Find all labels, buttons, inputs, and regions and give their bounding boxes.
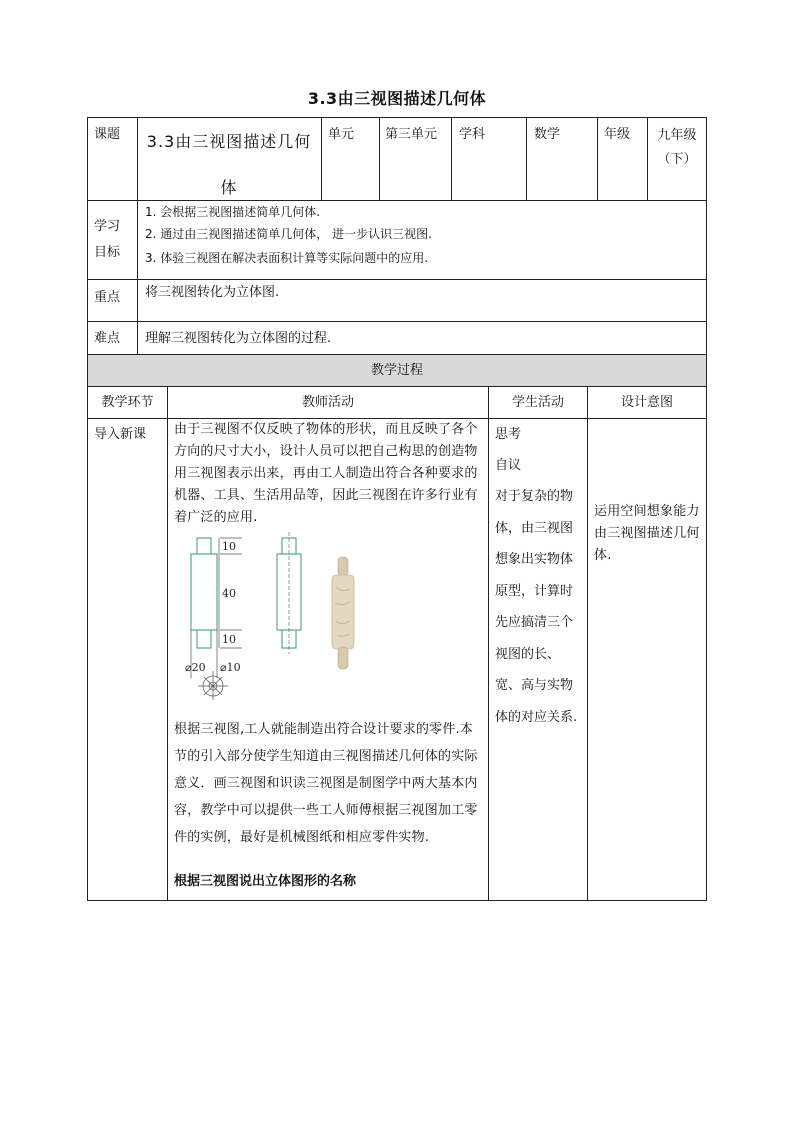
three-view-drawing bbox=[180, 528, 280, 706]
teacher-bold-prompt: 根据三视图说出立体图形的名称 bbox=[174, 874, 357, 889]
col-student: 学生活动 bbox=[511, 395, 564, 410]
difficulty-text: 理解三视图转化为立体图的过程. bbox=[145, 331, 332, 346]
subject-value: 数学 bbox=[534, 127, 561, 142]
dim-inner-dia: ⌀10 bbox=[220, 661, 241, 674]
key-point-label: 重点 bbox=[94, 290, 121, 305]
teacher-intro: 由于三视图不仅反映了物体的形状，而且反映了各个方向的尺寸大小，设计人员可以把自己构思的创造物用三视图表示出来，再由工人制造出符合各种要求的机器、工具、生活用品等，因此三视图在许多行业有着广泛的应用. bbox=[174, 422, 478, 525]
dim-top: 10 bbox=[222, 540, 236, 553]
dim-bottom: 10 bbox=[222, 633, 236, 646]
goals-label: 学习目标 bbox=[94, 219, 121, 260]
col-teacher: 教师活动 bbox=[301, 395, 354, 410]
topic-value: 3.3由三视图描述几何体 bbox=[146, 132, 312, 197]
goal-item-3: 3. 体验三视图在解决表面积计算等实际问题中的应用. bbox=[145, 251, 429, 265]
unit-label: 单元 bbox=[328, 127, 355, 142]
grade-value: 九年级（下） bbox=[657, 128, 697, 167]
student-discuss: 自议 bbox=[495, 458, 522, 473]
col-stage: 教学环节 bbox=[101, 395, 154, 410]
difficulty-label: 难点 bbox=[94, 331, 121, 346]
grade-label: 年级 bbox=[604, 127, 631, 142]
subject-label: 学科 bbox=[459, 127, 486, 142]
key-point-text: 将三视图转化为立体图. bbox=[145, 285, 280, 300]
col-design: 设计意图 bbox=[620, 395, 673, 410]
topic-label: 课题 bbox=[94, 127, 121, 142]
goal-item-1: 1. 会根据三视图描述简单几何体. bbox=[145, 205, 321, 219]
page-title: 3.3由三视图描述几何体 bbox=[307, 89, 487, 108]
goal-item-2: 2. 通过由三视图描述简单几何体， 进一步认识三视图. bbox=[145, 227, 432, 241]
rolling-pin-photo bbox=[326, 555, 362, 673]
student-detail: 对于复杂的物体，由三视图想象出实物体原型，计算时先应搞清三个视图的长、宽、高与实物体的对应关系. bbox=[495, 489, 578, 725]
stage-label: 导入新课 bbox=[94, 427, 147, 442]
student-think: 思考 bbox=[495, 427, 522, 442]
process-title: 教学过程 bbox=[370, 363, 423, 378]
side-view-drawing bbox=[272, 530, 308, 655]
teacher-after: 根据三视图,工人就能制造出符合设计要求的零件.本节的引入部分使学生知道由三视图描述几何体的实际意义．画三视图和识读三视图是制图学中两大基本内容，教学中可以提供一些工人师傅根据三视图加工零件的实例，最好是机械图纸和相应零件实物. bbox=[174, 722, 478, 845]
design-intent: 运用空间想象能力由三视图描述几何体. bbox=[594, 504, 700, 563]
unit-value: 第三单元 bbox=[385, 127, 438, 142]
dim-outer-dia: ⌀20 bbox=[185, 661, 206, 674]
dim-mid: 40 bbox=[222, 587, 236, 600]
